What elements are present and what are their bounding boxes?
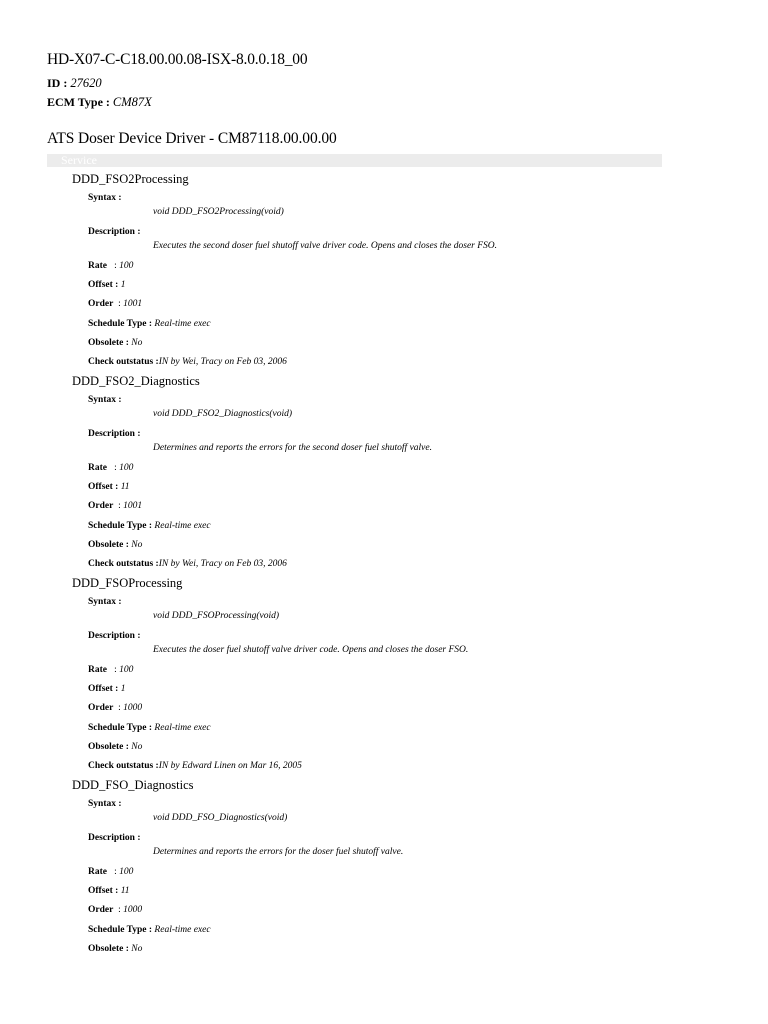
syntax-value: void DDD_FSO2_Diagnostics(void) [153, 409, 293, 419]
order-row [88, 501, 142, 511]
rate-colon: : [114, 463, 117, 473]
schedule-type-value: Real-time exec [154, 925, 211, 935]
offset-label: Offset : [88, 886, 119, 896]
check-outstatus-row [88, 357, 287, 367]
rate-label: Rate [88, 867, 107, 877]
function-name: DDD_FSO2_Diagnostics [72, 374, 200, 388]
obsolete-value: No [131, 540, 143, 550]
order-label: Order [88, 703, 114, 713]
description-label: Description : [88, 631, 141, 641]
function-name: DDD_FSO_Diagnostics [72, 778, 194, 792]
schedule-type-row [88, 521, 211, 531]
obsolete-value: No [131, 338, 143, 348]
schedule-type-value: Real-time exec [154, 319, 211, 329]
syntax-row [88, 193, 122, 203]
offset-row [88, 482, 130, 492]
schedule-type-label: Schedule Type : [88, 521, 153, 531]
rate-value: 100 [119, 665, 134, 675]
order-row [88, 905, 142, 915]
check-outstatus-value: IN by Wei, Tracy on Feb 03, 2006 [158, 357, 287, 367]
rate-row [88, 665, 133, 675]
id-line [47, 76, 102, 91]
rate-colon: : [114, 867, 117, 877]
order-label: Order [88, 501, 114, 511]
description-label: Description : [88, 833, 141, 843]
syntax-label: Syntax : [88, 193, 122, 203]
order-row [88, 299, 142, 309]
offset-row [88, 684, 125, 694]
rate-value: 100 [119, 867, 134, 877]
syntax-row [88, 597, 122, 607]
obsolete-label: Obsolete : [88, 338, 129, 348]
schedule-type-row [88, 319, 211, 329]
offset-value: 11 [120, 886, 130, 896]
function-block [72, 374, 672, 576]
offset-value: 1 [120, 684, 126, 694]
offset-row [88, 886, 130, 896]
service-header-bar [47, 154, 662, 167]
order-colon: : [118, 703, 121, 713]
description-value: Executes the second doser fuel shutoff valve driver code. Opens and closes the doser FSO. [153, 241, 498, 251]
syntax-value: void DDD_FSOProcessing(void) [153, 611, 280, 621]
syntax-row [88, 799, 122, 809]
function-name: DDD_FSO2Processing [72, 172, 189, 186]
schedule-type-label: Schedule Type : [88, 319, 153, 329]
description-row [88, 429, 141, 439]
syntax-label: Syntax : [88, 597, 122, 607]
description-value: Determines and reports the errors for the second doser fuel shutoff valve. [153, 443, 432, 453]
id-value: 27620 [70, 76, 102, 90]
check-outstatus-value: IN by Wei, Tracy on Feb 03, 2006 [158, 559, 287, 569]
order-value: 1000 [123, 905, 143, 915]
obsolete-row [88, 338, 142, 348]
obsolete-row [88, 944, 142, 954]
order-value: 1000 [123, 703, 143, 713]
order-colon: : [118, 501, 121, 511]
document-title: HD-X07-C-C18.00.00.08-ISX-8.0.0.18_00 [47, 51, 308, 68]
order-colon: : [118, 299, 121, 309]
ecm-type-label: ECM Type : [47, 95, 110, 109]
description-value: Executes the doser fuel shutoff valve driver code. Opens and closes the doser FSO. [153, 645, 469, 655]
offset-value: 11 [120, 482, 130, 492]
obsolete-value: No [131, 944, 143, 954]
offset-value: 1 [120, 280, 126, 290]
description-row [88, 227, 141, 237]
function-block [72, 576, 672, 778]
check-outstatus-label: Check outstatus : [88, 559, 159, 569]
obsolete-label: Obsolete : [88, 742, 129, 752]
rate-row [88, 867, 133, 877]
order-value: 1001 [123, 501, 143, 511]
order-row [88, 703, 142, 713]
obsolete-label: Obsolete : [88, 540, 129, 550]
check-outstatus-row [88, 559, 287, 569]
rate-label: Rate [88, 665, 107, 675]
function-name: DDD_FSOProcessing [72, 576, 183, 590]
obsolete-row [88, 742, 142, 752]
obsolete-value: No [131, 742, 143, 752]
rate-label: Rate [88, 261, 107, 271]
description-value: Determines and reports the errors for the doser fuel shutoff valve. [153, 847, 404, 857]
schedule-type-value: Real-time exec [154, 723, 211, 733]
schedule-type-row [88, 925, 211, 935]
rate-row [88, 463, 133, 473]
order-label: Order [88, 905, 114, 915]
syntax-value: void DDD_FSO2Processing(void) [153, 207, 284, 217]
offset-label: Offset : [88, 684, 119, 694]
rate-value: 100 [119, 463, 134, 473]
ecm-type-value: CM87X [112, 95, 152, 109]
syntax-label: Syntax : [88, 395, 122, 405]
schedule-type-label: Schedule Type : [88, 925, 153, 935]
order-label: Order [88, 299, 114, 309]
function-block [72, 172, 672, 374]
function-block [72, 778, 672, 980]
offset-label: Offset : [88, 280, 119, 290]
offset-row [88, 280, 125, 290]
syntax-value: void DDD_FSO_Diagnostics(void) [153, 813, 288, 823]
ecm-type-line [47, 95, 152, 110]
service-label: Service [61, 153, 97, 167]
syntax-row [88, 395, 122, 405]
description-row [88, 631, 141, 641]
rate-label: Rate [88, 463, 107, 473]
rate-row [88, 261, 133, 271]
check-outstatus-row [88, 761, 302, 771]
check-outstatus-value: IN by Edward Linen on Mar 16, 2005 [158, 761, 302, 771]
rate-colon: : [114, 261, 117, 271]
check-outstatus-label: Check outstatus : [88, 357, 159, 367]
rate-value: 100 [119, 261, 134, 271]
rate-colon: : [114, 665, 117, 675]
schedule-type-row [88, 723, 211, 733]
obsolete-label: Obsolete : [88, 944, 129, 954]
order-colon: : [118, 905, 121, 915]
section-title: ATS Doser Device Driver - CM87118.00.00.00 [47, 130, 337, 147]
syntax-label: Syntax : [88, 799, 122, 809]
id-label: ID : [47, 76, 68, 90]
schedule-type-label: Schedule Type : [88, 723, 153, 733]
description-label: Description : [88, 429, 141, 439]
description-row [88, 833, 141, 843]
check-outstatus-label: Check outstatus : [88, 761, 159, 771]
obsolete-row [88, 540, 142, 550]
offset-label: Offset : [88, 482, 119, 492]
description-label: Description : [88, 227, 141, 237]
schedule-type-value: Real-time exec [154, 521, 211, 531]
order-value: 1001 [123, 299, 143, 309]
